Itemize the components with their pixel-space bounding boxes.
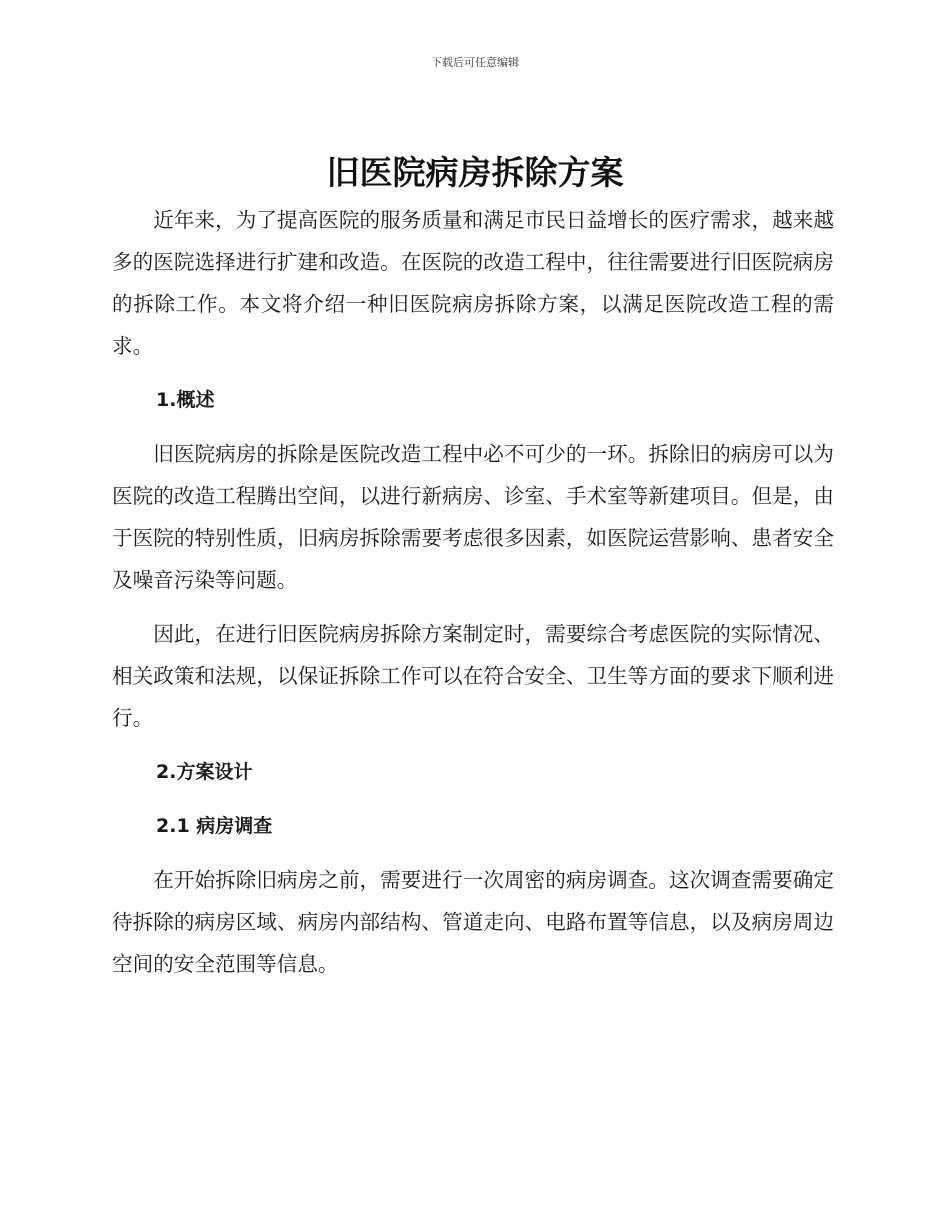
section-heading-plan-design: 2.方案设计 [156, 761, 253, 783]
survey-paragraph: 在开始拆除旧病房之前，需要进行一次周密的病房调查。这次调查需要确定待拆除的病房区域、病房内部结构、管道走向、电路布置等信息，以及病房周边空间的安全范围等信息。 [112, 868, 834, 976]
document-body [112, 199, 834, 997]
intro-paragraph: 近年来，为了提高医院的服务质量和满足市民日益增长的医疗需求，越来越多的医院选择进行扩建和改造。在医院的改造工程中，往往需要进行旧医院病房的拆除工作。本文将介绍一种旧医院病房拆除方案，以满足医院改造工程的需求。 [112, 208, 834, 358]
overview-paragraph-1: 旧医院病房的拆除是医院改造工程中必不可少的一环。拆除旧的病房可以为医院的改造工程腾出空间，以进行新病房、诊室、手术室等新建项目。但是，由于医院的特别性质，旧病房拆除需要考虑很多因素，如医院运营影响、患者安全及噪音污染等问题。 [112, 442, 834, 592]
subsection-heading-ward-survey: 2.1 病房调查 [156, 815, 273, 837]
header-note: 下载后可任意编辑 [431, 56, 519, 69]
section-heading-overview: 1.概述 [156, 389, 215, 411]
document-title: 旧医院病房拆除方案 [326, 153, 624, 192]
overview-paragraph-2: 因此，在进行旧医院病房拆除方案制定时，需要综合考虑医院的实际情况、相关政策和法规，以保证拆除工作可以在符合安全、卫生等方面的要求下顺利进行。 [112, 622, 834, 730]
